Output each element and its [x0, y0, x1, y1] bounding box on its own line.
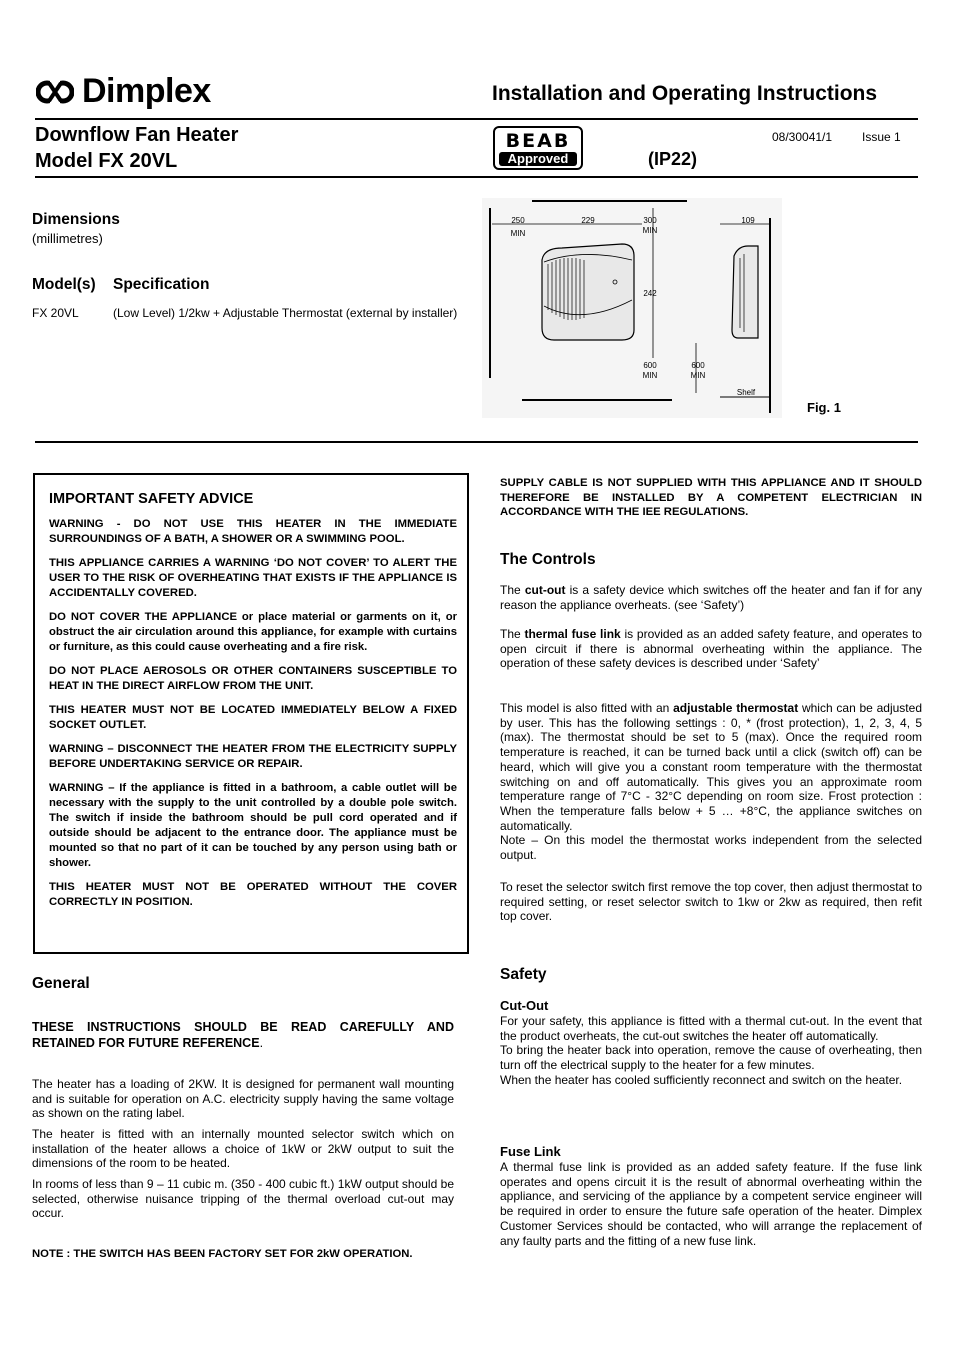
heater-side-view	[732, 246, 758, 338]
supply-cable-note: SUPPLY CABLE IS NOT SUPPLIED WITH THIS APPLIANCE AND IT SHOULD THEREFORE BE INSTALLED BY A COMPETENT ELECTRICIAN IN ACCORDANCE WITH THE IEE REGULATIONS.	[500, 477, 922, 519]
safety-do-not-cover-label: THIS APPLIANCE CARRIES A WARNING ‘DO NOT COVER’ TO ALERT THE USER TO THE RISK OF OVERHEATING THAT EXISTS IF THE APPLIANCE IS ACCIDENTALLY COVERED.	[49, 557, 457, 599]
read-note-end: .	[259, 1036, 264, 1050]
controls-heading: The Controls	[500, 551, 596, 568]
cutout-p2: To bring the heater back into operation, remove the cause of overheating, then turn off the electrical supply to the heater for a few minutes.	[500, 1043, 922, 1073]
general-factory-note: NOTE : THE SWITCH HAS BEEN FACTORY SET FOR 2kW OPERATION.	[32, 1248, 413, 1260]
dim-top-clearance: 300	[643, 216, 657, 225]
document-title: Installation and Operating Instructions	[492, 82, 878, 105]
figure-label: Fig. 1	[807, 400, 841, 415]
header-rule-top	[35, 118, 918, 120]
beab-text: BEAB	[505, 130, 571, 152]
dim-depth: 109	[741, 216, 755, 225]
cutout-section	[500, 1014, 922, 1088]
beab-approved-badge	[493, 126, 583, 170]
safety-bathroom: WARNING – If the appliance is fitted in a bathroom, a cable outlet will be necessary with the supply to the unit controlled by a double pole switch. The switch if inside the bathroom should be pull cord operated and if outside should be adjacent to the entrance door. The appliance must be mounted so that no part of it can be touched by any person using bath or shower.	[49, 782, 457, 869]
safety-disconnect: WARNING – DISCONNECT THE HEATER FROM THE ELECTRICITY SUPPLY BEFORE UNDERTAKING SERVICE OR REPAIR.	[49, 743, 457, 770]
dimplex-logo-icon	[36, 77, 74, 107]
dim-left-clearance-min: MIN	[510, 229, 526, 238]
controls-thermostat: This model is also fitted with an adjustable thermostat which can be adjusted by user. This has the following settings : 0, * (frost protection), 1, 2, 3, 4, 5 (max). The thermostat should be set to 5 (max). Once the required room temperature is reached, it can be turned back until a click (switch off) can be heard, which will give you a constant room temperature with the thermostat switching on and off automatically. This gives you an approximate room temperature range of 7°C - 32°C depending on room size. Frost protection : When the temperature falls below + 5 … +8°C, the appliance switches on automatically. Note – On this model the thermostat works independent from the selected output.	[500, 701, 922, 863]
product-model: Model FX 20VL	[35, 150, 178, 172]
safety-heading: Safety	[500, 966, 547, 983]
general-heading: General	[32, 975, 90, 992]
dim-shelf-clearance: 600	[691, 361, 705, 370]
safety-cover-position: THIS HEATER MUST NOT BE OPERATED WITHOUT THE COVER CORRECTLY IN POSITION.	[49, 881, 457, 908]
dim-left-clearance: 250	[511, 216, 525, 225]
beab-approved-text: Approved	[499, 152, 577, 166]
dim-shelf-clearance-min: MIN	[690, 371, 706, 380]
safety-socket-outlet: THIS HEATER MUST NOT BE LOCATED IMMEDIATELY BELOW A FIXED SOCKET OUTLET.	[49, 704, 457, 731]
dim-top-clearance-min: MIN	[642, 226, 658, 235]
section-divider	[35, 441, 918, 443]
dimensions-units: (millimetres)	[32, 231, 103, 246]
controls-thermostat-note: Note – On this model the thermostat works independent from the selected output.	[500, 833, 922, 863]
brand-name: Dimplex	[82, 72, 211, 110]
safety-title: IMPORTANT SAFETY ADVICE	[49, 491, 254, 507]
general-room-size: In rooms of less than 9 – 11 cubic m. (350 - 400 cubic ft.) 1kW output should be selected, otherwise nuisance tripping of the thermal overload cut-out may occur.	[32, 1177, 454, 1221]
safety-warning-bath: WARNING - DO NOT USE THIS HEATER IN THE IMMEDIATE SURROUNDINGS OF A BATH, A SHOWER OR A SWIMMING POOL.	[49, 518, 457, 545]
cutout-heading: Cut-Out	[500, 998, 549, 1013]
controls-cutout: The cut-out is a safety device which switches off the heater and fan if for any reason the appliance overheats. (see ‘Safety’)	[500, 583, 922, 612]
header-rule-bottom	[35, 176, 918, 178]
model-cell: FX 20VL	[32, 306, 79, 320]
models-column-heading: Model(s)	[32, 276, 96, 293]
safety-do-not-cover: DO NOT COVER THE APPLIANCE or place material or garments on it, or obstruct the air circulation around this appliance, for example with curtains or furniture, as this could cause overheating and a fire risk.	[49, 611, 457, 653]
ip-rating: (IP22)	[648, 149, 698, 169]
document-number: 08/30041/1	[772, 130, 833, 144]
safety-advice-box	[33, 473, 469, 954]
controls-fuse-link: The thermal fuse link is provided as an added safety feature, and operates to open circuit if there is abnormal overheating within the appliance. The operation of these safety devices is described under ‘Safety’	[500, 627, 922, 671]
product-title	[35, 122, 238, 174]
specification-cell: (Low Level) 1/2kw + Adjustable Thermostat (external by installer)	[113, 306, 458, 320]
safety-aerosols: DO NOT PLACE AEROSOLS OR OTHER CONTAINERS SUSCEPTIBLE TO HEAT IN THE DIRECT AIRFLOW FROM THE UNIT.	[49, 665, 457, 692]
shelf-label: Shelf	[736, 388, 756, 397]
dim-bottom-clearance-min: MIN	[642, 371, 658, 380]
read-note-text: THESE INSTRUCTIONS SHOULD BE READ CAREFULLY AND RETAINED FOR FUTURE REFERENCE	[32, 1020, 454, 1050]
heater-front-view	[542, 244, 634, 340]
fuse-link-heading: Fuse Link	[500, 1144, 561, 1159]
product-name: Downflow Fan Heater	[35, 124, 239, 146]
general-read-note	[32, 1019, 454, 1051]
dim-bottom-clearance: 600	[643, 361, 657, 370]
fuse-link-text: A thermal fuse link is provided as an added safety feature. If the fuse link operates and opens circuit it is the result of abnormal overheating within the appliance, and servicing of the appliance by a competent service engineer will be required in order to ensure the future safe operation of the heater. Dimplex Customer Services should be contacted, who will arrange the replacement of any faulty parts and the fitting of a new fuse link.	[500, 1160, 922, 1248]
dim-width: 229	[581, 216, 595, 225]
cutout-p1: For your safety, this appliance is fitted with a thermal cut-out. In the event that the product overheats, the cut-out switches the heater off automatically.	[500, 1014, 922, 1043]
dim-height: 242	[643, 289, 657, 298]
general-loading: The heater has a loading of 2KW. It is designed for permanent wall mounting and is suitable for operation on A.C. electricity supply having the same voltage as shown on the rating label.	[32, 1077, 454, 1121]
brand-logo	[36, 72, 211, 111]
controls-reset: To reset the selector switch first remove the top cover, then adjust thermostat to required setting, or reset selector switch to 1kw or 2kw as required, then refit top cover.	[500, 880, 922, 924]
specification-column-heading: Specification	[113, 276, 210, 293]
general-selector-switch: The heater is fitted with an internally mounted selector switch which on installation of the heater allows a choice of 1kW or 2kW output to suit the dimensions of the room to be heated.	[32, 1127, 454, 1171]
dimension-diagram	[482, 198, 782, 418]
issue-number: Issue 1	[862, 130, 901, 144]
cutout-p3: When the heater has cooled sufficiently reconnect and switch on the heater.	[500, 1072, 903, 1087]
dimensions-heading: Dimensions	[32, 211, 120, 228]
